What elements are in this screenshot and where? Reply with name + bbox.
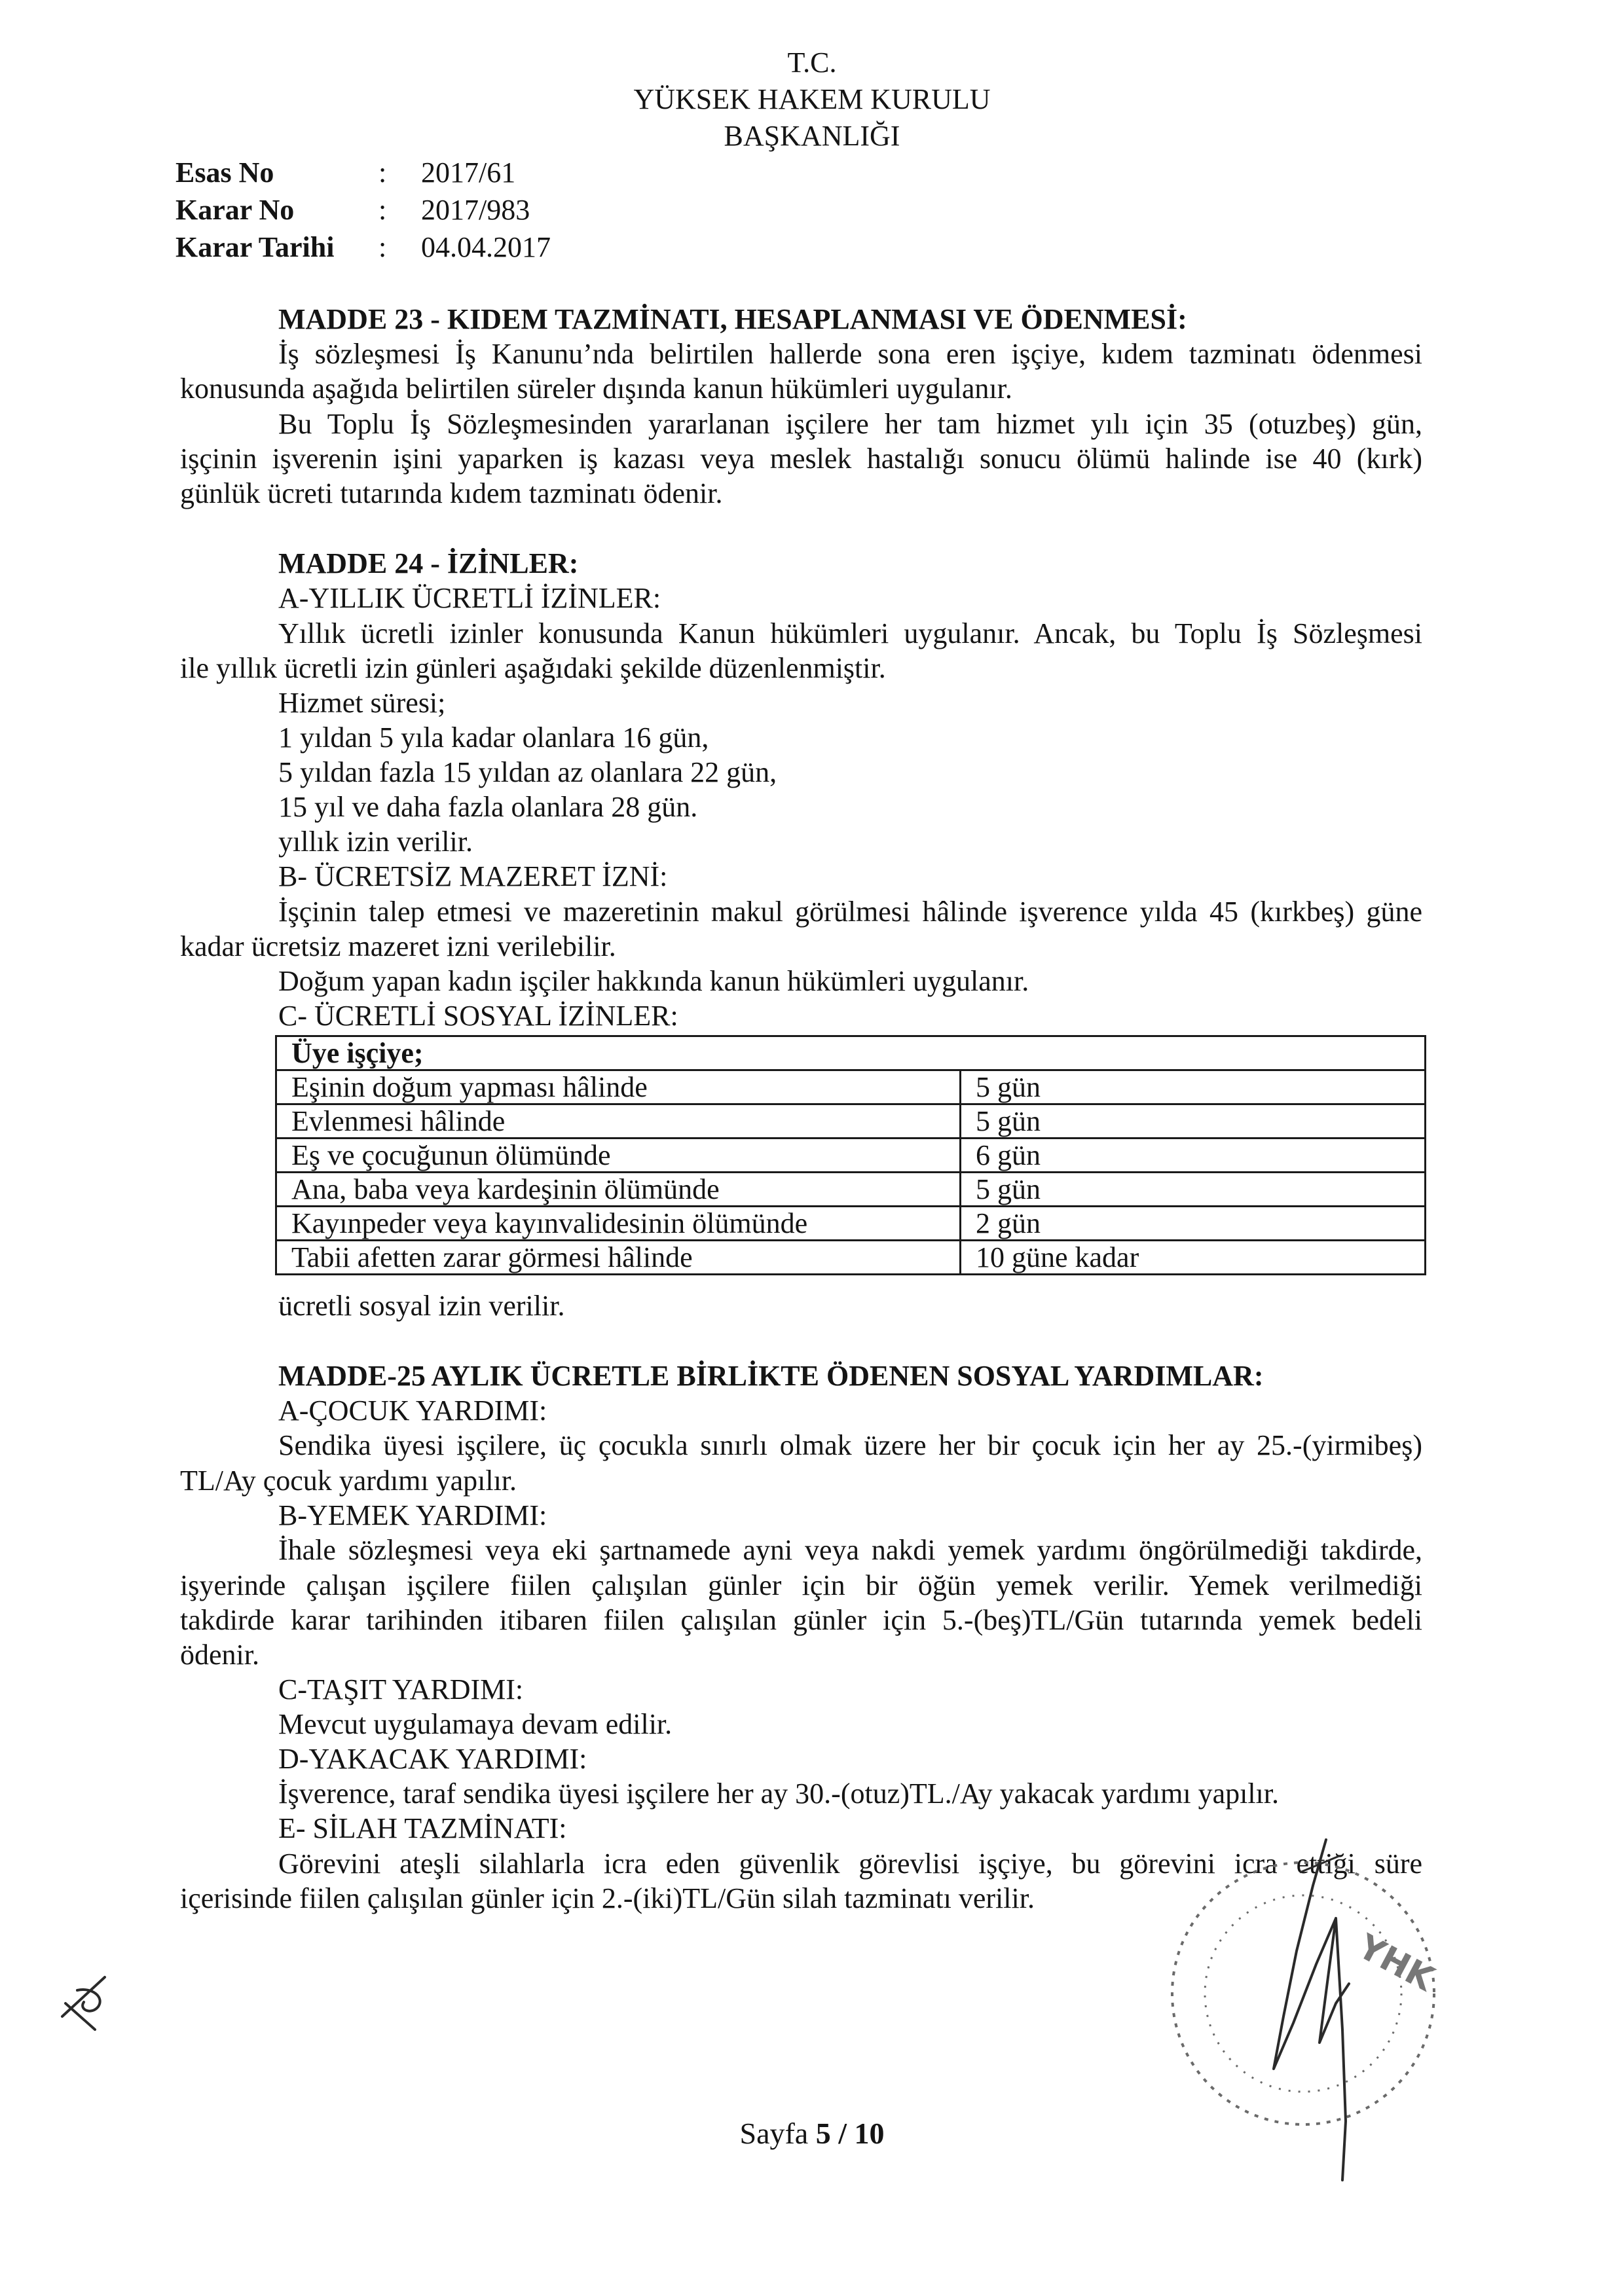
page-number: Sayfa 5 / 10 — [739, 2117, 885, 2150]
paragraph-line: içerisinde fiilen çalışılan günler için 2.-(iki)TL/Gün silah tazminatı verilir. — [180, 1882, 1035, 1914]
paragraph-line: konusunda aşağıda belirtilen süreler dışında kanun hükümleri uygulanır. — [180, 373, 1012, 405]
left-margin-initial — [62, 1977, 105, 2030]
official-stamp — [1172, 1863, 1441, 2124]
paragraph-line: işyerinde çalışan işçilere fiilen çalışılan günler için bir öğün yemek verilir. Yemek verilmediği — [180, 1569, 1422, 1601]
paragraph-line: İş sözleşmesi İş Kanunu’nda belirtilen hallerde sona eren işçiye, kıdem tazminatı ödenmesi — [278, 338, 1422, 370]
meta-sep: : — [378, 156, 387, 189]
paragraph-line: Doğum yapan kadın işçiler hakkında kanun hükümleri uygulanır. — [278, 965, 1029, 997]
header-institution: YÜKSEK HAKEM KURULU — [633, 83, 991, 115]
paragraph-line: Görevini ateşli silahlarla icra eden güvenlik görevlisi işçiye, bu görevini icra ettiği süre — [278, 1848, 1422, 1880]
leave-days-cell: 5 gün — [961, 1173, 1426, 1207]
subsection-title: C- ÜCRETLİ SOSYAL İZİNLER: — [278, 1000, 678, 1032]
paragraph-line: ödenir. — [180, 1639, 259, 1671]
paragraph-line: ücretli sosyal izin verilir. — [278, 1290, 565, 1322]
leave-days-cell: 10 güne kadar — [961, 1241, 1426, 1275]
leave-reason-cell: Eş ve çocuğunun ölümünde — [276, 1139, 961, 1173]
meta-label-karar: Karar No — [175, 194, 295, 226]
leave-reason-cell: Kayınpeder veya kayınvalidesinin ölümünde — [276, 1207, 961, 1241]
paragraph-line: Mevcut uygulamaya devam edilir. — [278, 1708, 673, 1740]
stamp-text: YHK — [1351, 1927, 1441, 1999]
paragraph-line: 1 yıldan 5 yıla kadar olanlara 16 gün, — [278, 721, 709, 754]
header-country: T.C. — [787, 46, 837, 79]
subsection-title: E- SİLAH TAZMİNATI: — [278, 1812, 567, 1844]
leave-reason-cell: Ana, baba veya kardeşinin ölümünde — [276, 1173, 961, 1207]
paragraph-line: takdirde karar tarihinden itibaren fiilen çalışılan günler için 5.-(beş)TL/Gün tutarında yemek bedeli — [180, 1604, 1422, 1636]
leave-reason-cell: Eşinin doğum yapması hâlinde — [276, 1070, 961, 1104]
paragraph-line: İhale sözleşmesi veya eki şartnamede ayni veya nakdi yemek yardımı öngörülmediği takdirde, — [278, 1534, 1422, 1566]
subsection-title: A-ÇOCUK YARDIMI: — [278, 1394, 547, 1427]
subsection-title: D-YAKACAK YARDIMI: — [278, 1743, 587, 1775]
leave-reason-cell: Evlenmesi hâlinde — [276, 1104, 961, 1139]
meta-sep: : — [378, 194, 387, 226]
paragraph-line: TL/Ay çocuk yardımı yapılır. — [180, 1465, 517, 1497]
paragraph-line: işçinin işverenin işini yaparken iş kazası veya meslek hastalığı sonucu ölümü halinde ise 40 (kırk) — [180, 443, 1422, 475]
subsection-title: A-YILLIK ÜCRETLİ İZİNLER: — [278, 582, 661, 614]
meta-label-esas: Esas No — [175, 156, 274, 189]
leave-days-cell: 6 gün — [961, 1139, 1426, 1173]
paragraph-line: Hizmet süresi; — [278, 687, 446, 719]
meta-value-tarih: 04.04.2017 — [421, 231, 551, 263]
paragraph-line: yıllık izin verilir. — [278, 826, 473, 858]
subsection-title: C-TAŞIT YARDIMI: — [278, 1673, 524, 1705]
paragraph-line: kadar ücretsiz mazeret izni verilebilir. — [180, 930, 616, 962]
paragraph-line: ile yıllık ücretli izin günleri aşağıdaki şekilde düzenlenmiştir. — [180, 652, 886, 684]
paragraph-line: Yıllık ücretli izinler konusunda Kanun hükümleri uygulanır. Ancak, bu Toplu İş Sözleşmesi — [278, 617, 1422, 649]
signature — [1274, 1840, 1349, 2180]
paragraph-line: 15 yıl ve daha fazla olanlara 28 gün. — [278, 791, 698, 823]
table-header-cell: Üye işçiye; — [276, 1036, 1426, 1070]
meta-sep: : — [378, 231, 387, 263]
meta-value-esas: 2017/61 — [421, 156, 516, 189]
paragraph-line: 5 yıldan fazla 15 yıldan az olanlara 22 gün, — [278, 756, 777, 788]
paragraph-line: Bu Toplu İş Sözleşmesinden yararlanan işçilere her tam hizmet yılı için 35 (otuzbeş) gün, — [278, 408, 1422, 440]
subsection-title: B-YEMEK YARDIMI: — [278, 1499, 547, 1531]
subsection-title: B- ÜCRETSİZ MAZERET İZNİ: — [278, 860, 668, 892]
meta-label-tarih: Karar Tarihi — [175, 231, 335, 263]
leave-reason-cell: Tabii afetten zarar görmesi hâlinde — [276, 1241, 961, 1275]
leave-days-cell: 2 gün — [961, 1207, 1426, 1241]
paragraph-line: İşçinin talep etmesi ve mazeretinin makul görülmesi hâlinde işverence yılda 45 (kırkbeş) güne — [278, 896, 1422, 928]
section-title-madde-25: MADDE-25 AYLIK ÜCRETLE BİRLİKTE ÖDENEN SOSYAL YARDIMLAR: — [278, 1360, 1264, 1392]
paragraph-line: Sendika üyesi işçilere, üç çocukla sınırlı olmak üzere her bir çocuk için her ay 25.-(yirmibeş) — [278, 1429, 1422, 1461]
paragraph-line: günlük ücreti tutarında kıdem tazminatı ödenir. — [180, 477, 723, 509]
section-title-madde-24: MADDE 24 - İZİNLER: — [278, 547, 579, 579]
meta-value-karar: 2017/983 — [421, 194, 530, 226]
section-title-madde-23: MADDE 23 - KIDEM TAZMİNATI, HESAPLANMASI VE ÖDENMESİ: — [278, 303, 1187, 335]
header-office: BAŞKANLIĞI — [724, 120, 900, 152]
leave-days-cell: 5 gün — [961, 1104, 1426, 1139]
leave-days-cell: 5 gün — [961, 1070, 1426, 1104]
paragraph-line: İşverence, taraf sendika üyesi işçilere her ay 30.-(otuz)TL./Ay yakacak yardımı yapılır. — [278, 1777, 1279, 1810]
